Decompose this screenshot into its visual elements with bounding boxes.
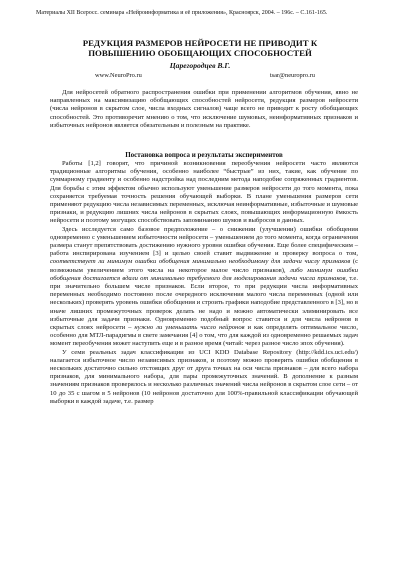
author-contacts [95, 72, 315, 79]
section-heading: Постановка вопроса и результаты экспериментов [125, 151, 283, 159]
paragraph-2-emphasis-1: соответствует ли минимум ошибки обобщения минимально необходимому для задачи числу признаков [50, 258, 351, 266]
author-name: Царегородцев В.Г. [169, 61, 231, 70]
paragraph-2-part-d: и как определять оптимальное число, особенно для МТЛ-парадигмы в свете замечания [4] о том, что для каждой из одновременно решаемых задач момент переобучения может наступить еще и в разное время (читай: через разное число эпох обучения). [50, 324, 358, 348]
citation-header: Материалы XII Всеросс. семинара «Нейроинформатика и её приложения», Красноярск, 2004. – 196с. – С.161-165. [36, 10, 328, 16]
paper-title [40, 38, 360, 58]
paragraph-1: Работы [1,2] говорят, что причиной возникновения переобучения нейросети часто являются традиционные алгоритмы обучения, особенно наиболее “быстрые” из них, такие, как обучение по суммарному градиенту и особенно надстройка над последним метода наподобие сопряженных градиентов. Для борьбы с этим эффектом обычно используют уменьшение размеров нейросети до того момента, пока сохраняется требуемая точность решения обучающей выборки. В плане уменьшения размеров сети применяют редукцию числа независимых переменных, исключая неинформативные, избыточные и шумовые признаки, и редукцию лишних числа нейронов в скрытых слоях, повышающих информационную ёмкость нейросети и поэтому могущих способствовать запоминанию шумов и выбросов в данных. [50, 160, 358, 225]
paragraph-2 [50, 226, 358, 349]
author-website: www.NeuroPro.ru [95, 72, 142, 79]
paragraph-2-part-a: Здесь исследуется само базовое предположение – о снижении (улучшении) ошибки обобщения одновременно с уменьшением избыточности нейросети – уменьшением до того момента, когда ограничения размера станут препятствовать достижению нужного уровня ошибки обучения. Еще более специфическим – работа инспирирована изучением [3] и целью своей ставит выдвижение и проверку вопроса о том, [50, 225, 358, 258]
abstract [50, 89, 358, 130]
paragraph-3: У семи реальных задач классификации из UCI KDD Database Repository (http://kdd.ics.uci.edu/) налагается избыточное число независимых признаков, и поэтому можно проверить ошибки обобщения в нескольких достаточно сильно отстоящих друг от друга точках на оси числа признаков – для всего набора признаков, для минимального набора, для пары промежуточных значений. В дополнение к разным значениям признаков проверялось и несколько различных значений числа нейронов в скрытом слое сети – от 10 до 35 с шагом в 5 нейронов (10 нейронов достаточно для 100%-правильной классификации обучающей выборки в каждой задаче, т.е. размер [50, 348, 358, 405]
paragraph-2-emphasis-2: либо минимум ошибки обобщения достигается вдали от минимально требуемого для моделирования задачи числа признаков [50, 266, 358, 282]
title-line-2: ПОВЫШЕНИЮ ОБОБЩАЮЩИХ СПОСОБНОСТЕЙ [88, 48, 312, 58]
paragraph-2-part-c: , т.е. при значительно большем числе признаков. Если второе, то при редукции числа информативных переменных необходимо постоянно после очередного исключения малого числа переменных (одной или нескольких) проверять уровень ошибки обобщения и строить графики наподобие представленного в [3], но в иначе лишних промежуточных проверок делать не надо и можно автоматически элиминировать все избыточные для задачи признаки. Одновременно подобный вопрос ставится и для числа нейронов в скрытых слоях нейросети – [50, 274, 358, 332]
paragraph-2-emphasis-3: нужно ли уменьшать число нейронов [134, 324, 245, 332]
abstract-text: Для нейросетей обратного распространения ошибки при применении алгоритмов обучения, явно не направленных на максимизацию обобщающих способностей нейросети, редукция размеров нейросети (числа нейронов в скрытом слое, числа входных сигналов) чаще всего не приводит к росту обобщающих способностей. Это противоречит мнению о том, что исключение шумовых, неинформативных признаков и избыточных нейронов является обязательным и полезным на практике. [50, 89, 358, 129]
paragraph-2-part-b: (с возможным увеличением этого числа на некоторое малое число признаков), [50, 258, 359, 274]
author-email: tsar@neuropro.ru [269, 72, 315, 79]
main-text [50, 160, 358, 406]
title-line-1: РЕДУКЦИЯ РАЗМЕРОВ НЕЙРОСЕТИ НЕ ПРИВОДИТ К [82, 38, 318, 48]
